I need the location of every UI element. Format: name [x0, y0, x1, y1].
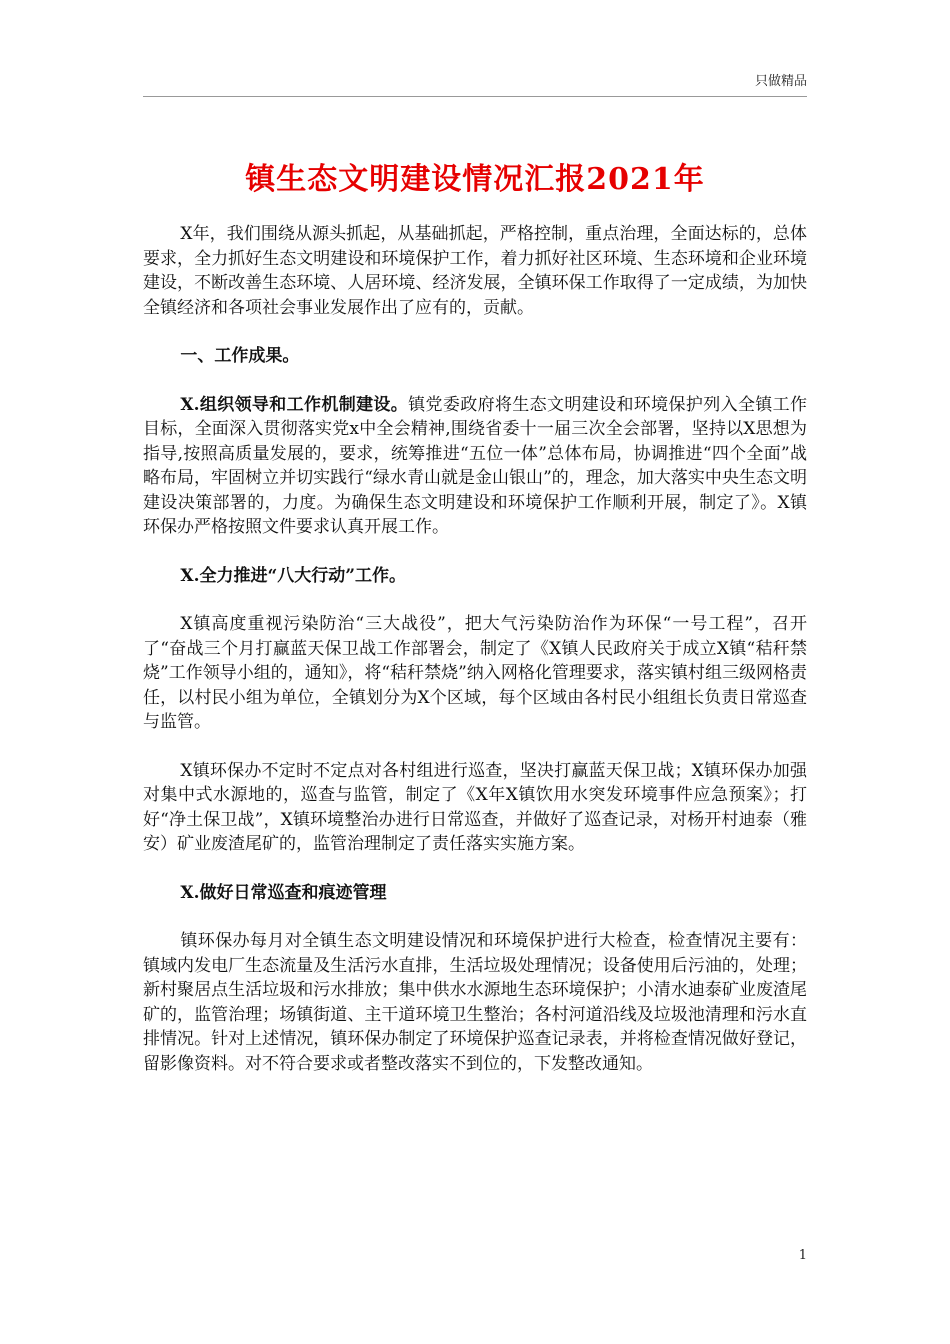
- intro-paragraph: X年，我们围绕从源头抓起，从基础抓起，严格控制，重点治理，全面达标的，总体要求，全力抓好生态文明建设和环境保护工作，着力抓好社区环境、生态环境和企业环境建设，不断改善生态环境、人居环境、经济发展，全镇环保工作取得了一定成绩，为加快全镇经济和各项社会事业发展作出了应有的，贡献。: [143, 224, 807, 318]
- item1-text: 镇党委政府将生态文明建设和环境保护列入全镇工作目标，全面深入贯彻落实党x中全会精神,围绕省委十一届三次全会部署，坚持以X思想为指导,按照高质量发展的，要求，统筹推进“五位一体”总体布局，协调推进“四个全面”战略布局，牢固树立并切实践行“绿水青山就是金山银山”的，理念，加大落实中央生态文明建设决策部署的，力度。为确保生态文明建设和环境保护工作顺利开展，制定了》。X镇环保办严格按照文件要求认真开展工作。: [143, 394, 808, 537]
- document-title: 镇生态文明建设情况汇报2021年: [245, 162, 705, 197]
- section-heading: 一、工作成果。: [180, 346, 300, 366]
- item2-paragraph-2: X镇环保办不定时不定点对各村组进行巡查，坚决打赢蓝天保卫战；X镇环保办加强对集中式水源地的，巡查与监管，制定了《X年X镇饮用水突发环境事件应急预案》；打好“净土保卫战”，X镇环境整治办进行日常巡查，并做好了巡查记录，对杨开村迪泰（雅安）矿业废渣尾矿的，监管治理制定了责任落实实施方案。: [143, 760, 807, 854]
- header-rule: [143, 96, 807, 97]
- item3-heading: X.做好日常巡查和痕迹管理: [180, 882, 387, 903]
- page-number: 1: [798, 1248, 807, 1263]
- item1-lead: X.组织领导和工作机制建设。: [180, 394, 409, 415]
- document-body: [143, 222, 807, 1076]
- item2-heading: X.全力推进“八大行动”工作。: [180, 565, 407, 586]
- item2-paragraph-1: X镇高度重视污染防治“三大战役”，把大气污染防治作为环保“一号工程”，召开了“奋战三个月打赢蓝天保卫战工作部署会，制定了《X镇人民政府关于成立X镇“秸秆禁烧”工作领导小组的，通知》，将“秸秆禁烧”纳入网格化管理要求，落实镇村组三级网格责任，以村民小组为单位，全镇划分为X个区域，每个区域由各村民小组组长负责日常巡查与监管。: [143, 614, 807, 732]
- item1-paragraph: [143, 393, 807, 540]
- page-header: 只做精品: [754, 74, 807, 89]
- item3-paragraph-1: 镇环保办每月对全镇生态文明建设情况和环境保护进行大检查，检查情况主要有：镇域内发电厂生态流量及生活污水直排，生活垃圾处理情况；设备使用后污油的，处理；新村聚居点生活垃圾和污水排放；集中供水水源地生态环境保护；小清水迪泰矿业废渣尾矿的，监管治理；场镇街道、主干道环境卫生整治；各村河道沿线及垃圾池清理和污水直排情况。针对上述情况，镇环保办制定了环境保护巡查记录表，并将检查情况做好登记，留影像资料。对不符合要求或者整改落实不到位的，下发整改通知。: [143, 931, 807, 1074]
